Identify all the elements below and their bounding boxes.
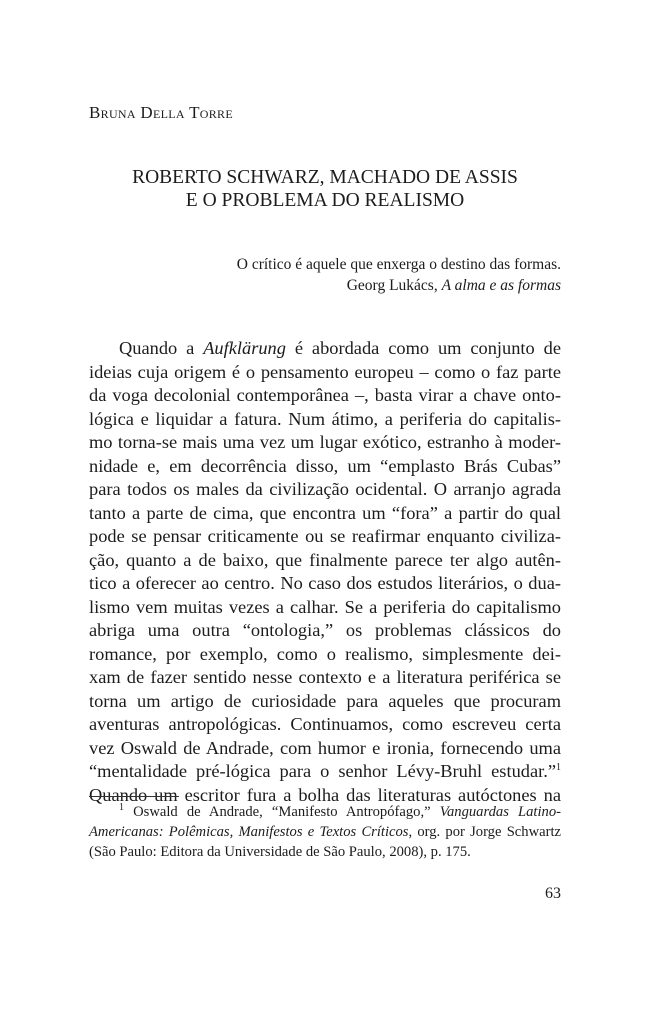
- body-line: pode se pensar criticamente ou se reafirmar enquanto civiliza-: [89, 526, 561, 546]
- body-text-run: “mentalidade pré-lógica para o senhor Lévy-Bruhl estudar.”: [89, 761, 556, 781]
- chapter-title: [89, 166, 561, 212]
- body-line: para todos os males da civilização ocidental. O arranjo agrada: [89, 479, 561, 499]
- epigraph-author: Georg Lukács,: [346, 277, 438, 294]
- body-line: mo torna-se mais uma vez um lugar exótico, estranho à moder-: [89, 432, 561, 452]
- footnote-text-run: Oswald de Andrade, “Manifesto Antropófago,”: [133, 804, 440, 820]
- body-line: nidade e, em decorrência disso, um “emplasto Brás Cubas”: [89, 455, 561, 476]
- epigraph-quote: O crítico é aquele que enxerga o destino das formas.: [236, 256, 561, 273]
- body-line: lógica e liquidar a fatura. Num átimo, a periferia do capitalis-: [89, 408, 561, 429]
- footnote-line: (São Paulo: Editora da Universidade de São Paulo, 2008), p. 175.: [89, 844, 471, 860]
- footnote-text-run: , org. por Jorge Schwartz: [408, 824, 561, 840]
- body-line: xam de fazer sentido nesse contexto e a literatura periférica se: [89, 667, 561, 687]
- body-line: ção, quanto a de baixo, que finalmente parece ter algo autên-: [89, 549, 561, 570]
- body-line: vez Oswald de Andrade, com humor e ironia, fornecendo uma: [89, 737, 561, 758]
- body-line: romance, por exemplo, como o realismo, simplesmente dei-: [89, 643, 561, 664]
- footnote-number: 1: [119, 802, 124, 814]
- body-text-run: Quando a: [119, 338, 204, 358]
- footnote-separator: [89, 796, 179, 797]
- body-line: da voga decolonial contemporânea –, basta virar a chave onto-: [89, 385, 561, 405]
- body-line: lismo vem muitas vezes a calhar. Se a periferia do capitalismo: [89, 596, 561, 617]
- body-paragraph: [89, 337, 561, 807]
- body-line: tanto a parte de cima, que encontra um “fora” a partir do qual: [89, 502, 561, 523]
- footnote-reference[interactable]: 1: [556, 761, 561, 773]
- page-number: 63: [545, 885, 561, 902]
- body-line: [89, 337, 561, 361]
- epigraph-attribution: [237, 275, 561, 296]
- running-head-author: Bruna Della Torre: [89, 103, 233, 122]
- body-emphasis: Aufklärung: [203, 338, 286, 358]
- body-line: torna um artigo de curiosidade para aqueles que procuram: [89, 690, 561, 711]
- body-line: Quando um escritor fura a bolha das literaturas autóctones na: [89, 784, 561, 805]
- epigraph-work: A alma e as formas: [441, 277, 561, 294]
- body-line: ideias cuja origem é o pensamento europeu – como o faz parte: [89, 361, 561, 382]
- chapter-title-line-2: E O PROBLEMA DO REALISMO: [185, 190, 465, 211]
- footnote-emphasis: Vanguardas Latino-: [439, 804, 561, 820]
- chapter-title-line-1: ROBERTO SCHWARZ, MACHADO DE ASSIS: [132, 167, 518, 188]
- body-line: [89, 760, 561, 784]
- body-line: tico a oferecer ao centro. No caso dos estudos literários, o dua-: [89, 573, 561, 593]
- body-text-run: é abordada como um conjunto de: [285, 338, 561, 358]
- body-line: aventuras antropológicas. Continuamos, como escreveu certa: [89, 714, 561, 734]
- footnote-emphasis: Americanas: Polêmicas, Manifestos e Textos Críticos: [89, 824, 409, 840]
- footnote-line: [89, 802, 561, 822]
- footnote: [89, 802, 561, 862]
- footnote-line: [89, 822, 561, 842]
- body-line: abriga uma outra “ontologia,” os problemas clássicos do: [89, 620, 561, 640]
- epigraph: [237, 254, 561, 296]
